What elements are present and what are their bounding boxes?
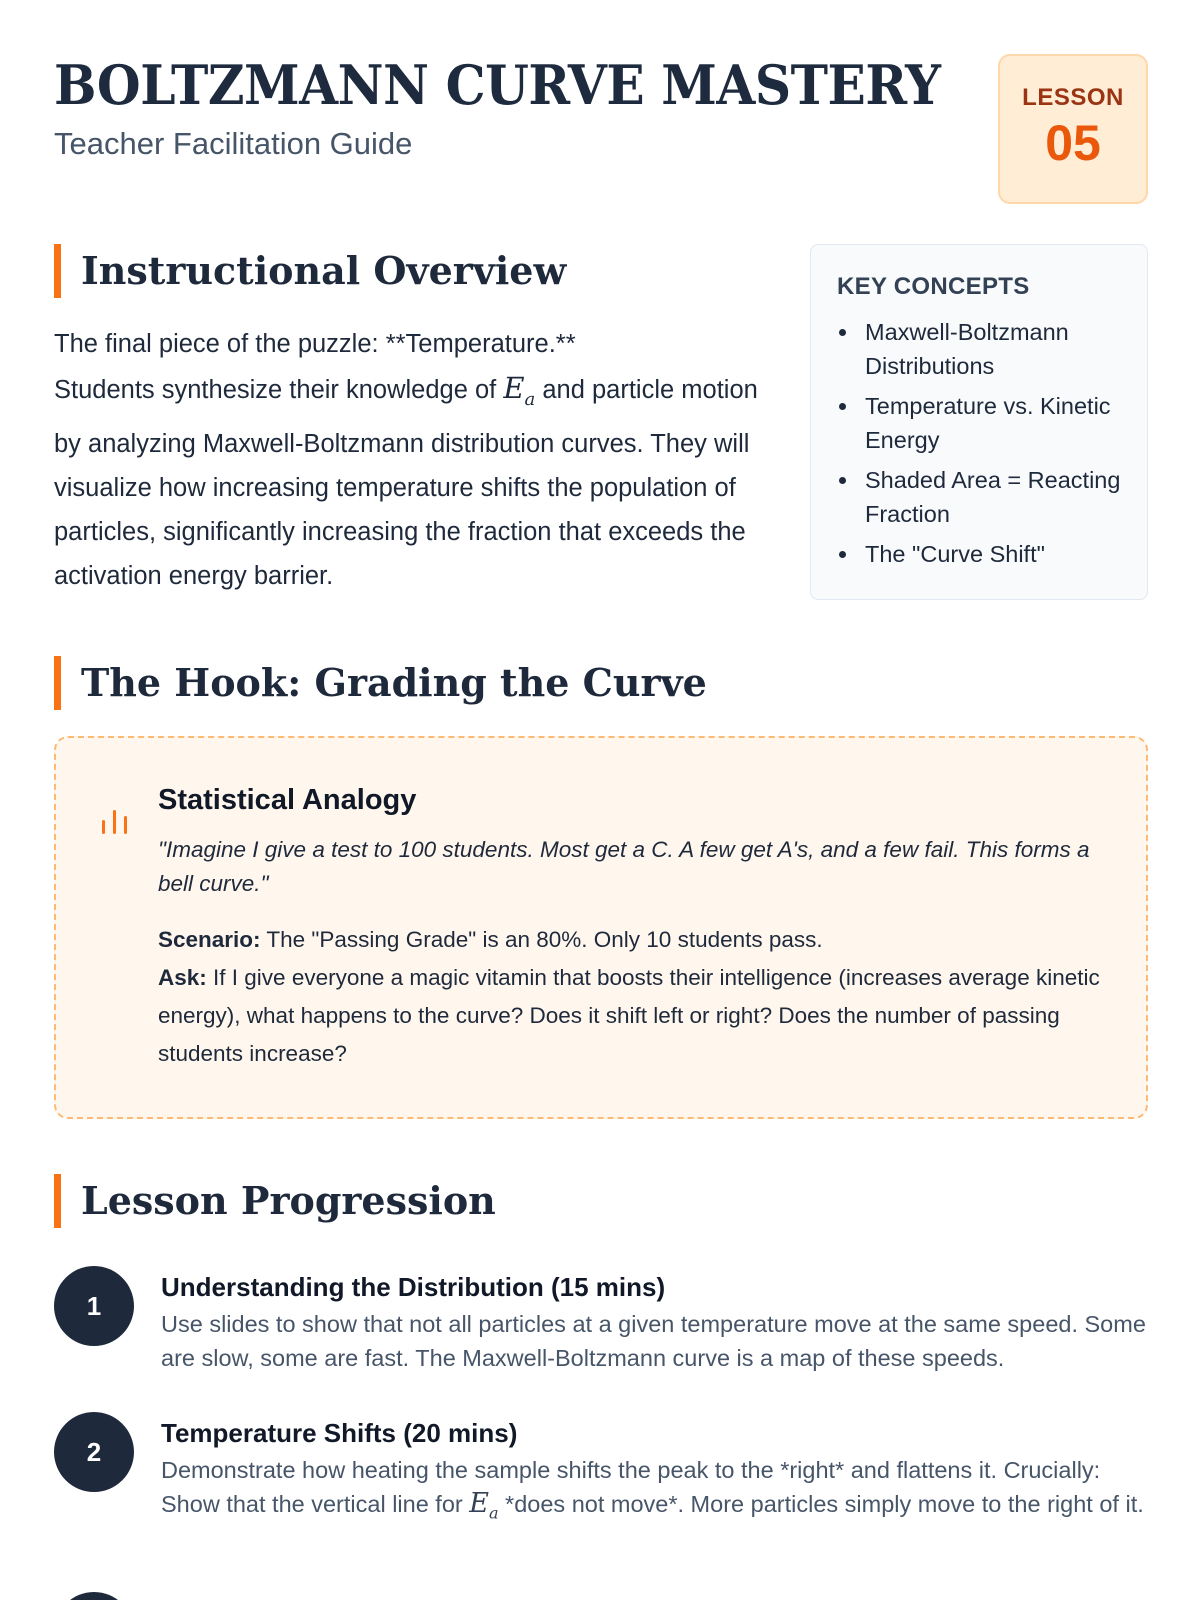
hook-ask <box>158 959 1118 1073</box>
hook-scenario <box>158 921 1118 959</box>
overview-text <box>54 322 774 598</box>
step-title: Understanding the Distribution (15 mins) <box>161 1272 666 1302</box>
step-number-badge <box>54 1592 134 1600</box>
hook-callout <box>54 736 1148 1119</box>
step-description: Demonstrate how heating the sample shifts the peak to the *right* and flattens it. Crucially: Show that the vertical line for $E_a$ *does not move*. More particles simply move to the right of it. <box>161 1457 1144 1523</box>
ask-label: Ask: <box>158 965 207 990</box>
step-body <box>161 1272 1151 1375</box>
lesson-badge <box>998 54 1148 204</box>
ask-text: If I give everyone a magic vitamin that boosts their intelligence (increases average kinetic energy), what happens to the curve? Does it shift left or right? Does the number of passing students increase? <box>158 965 1100 1066</box>
progression-heading: Lesson Progression <box>54 1174 496 1228</box>
lesson-number: 05 <box>1045 115 1101 171</box>
ea-symbol: $E_a$ <box>469 1488 499 1523</box>
step-number-badge: 2 <box>54 1412 134 1492</box>
scenario-label: Scenario: <box>158 927 261 952</box>
overview-text-after: and particle motion by analyzing Maxwell-Boltzmann distribution curves. They will visualize how increasing temperature shifts the population of particles, significantly increasing the fraction that exceeds the activation energy barrier. <box>54 376 758 590</box>
hook-quote: "Imagine I give a test to 100 students. Most get a C. A few get A's, and a few fail. This forms a bell curve." <box>158 837 1090 896</box>
lesson-label: LESSON <box>1022 84 1124 111</box>
page-subtitle: Teacher Facilitation Guide <box>54 126 413 161</box>
key-concept-item: Maxwell-Boltzmann Distributions <box>837 315 1121 383</box>
step-title: Temperature Shifts (20 mins) <box>161 1418 518 1448</box>
overview-text-before: Students synthesize their knowledge of <box>54 376 504 404</box>
scenario-text: The "Passing Grade" is an 80%. Only 10 students pass. <box>260 927 823 952</box>
hook-title: Statistical Analogy <box>158 784 417 816</box>
key-concept-item: Shaded Area = Reacting Fraction <box>837 463 1121 531</box>
key-concepts-panel <box>810 244 1148 600</box>
page-title: BOLTZMANN CURVE MASTERY <box>54 53 941 117</box>
step-description: Use slides to show that not all particles at a given temperature move at the same speed. Some are slow, some are fast. The Maxwell-Boltzmann curve is a map of these speeds. <box>161 1311 1146 1371</box>
step-number-badge: 1 <box>54 1266 134 1346</box>
hook-heading: The Hook: Grading the Curve <box>54 656 707 710</box>
ea-symbol: $E_a$ <box>503 371 536 410</box>
bar-chart-icon <box>100 806 130 836</box>
key-concepts-list <box>837 315 1121 571</box>
key-concept-item: The "Curve Shift" <box>837 537 1121 571</box>
key-concepts-title: KEY CONCEPTS <box>837 273 1030 300</box>
hook-content <box>158 784 1118 1073</box>
overview-heading: Instructional Overview <box>54 244 566 298</box>
overview-line1: The final piece of the puzzle: **Temperature.** <box>54 330 576 358</box>
page-header <box>54 53 1154 117</box>
key-concept-item: Temperature vs. Kinetic Energy <box>837 389 1121 457</box>
step-body <box>161 1418 1151 1530</box>
